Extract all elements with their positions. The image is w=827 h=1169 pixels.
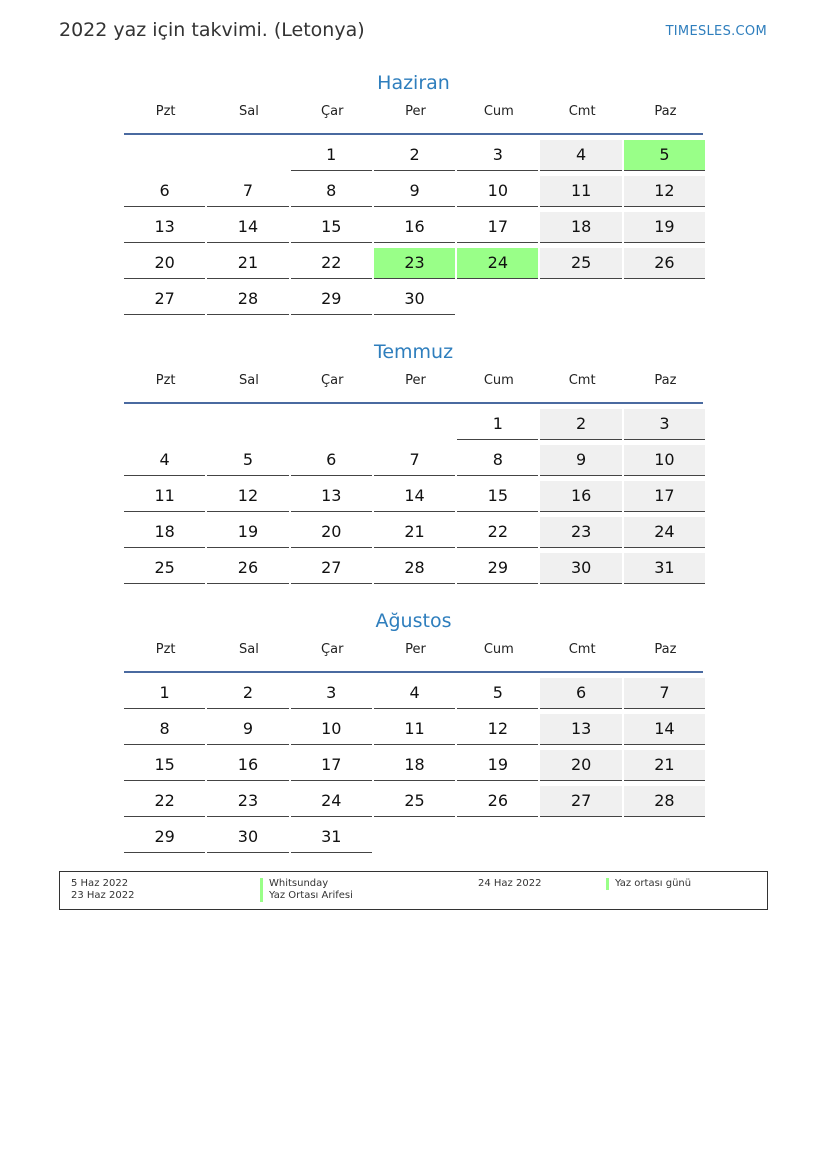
day-number: 13 bbox=[291, 481, 372, 512]
brand-link[interactable]: TIMESLES.COM bbox=[665, 24, 767, 39]
weekday-label: Çar bbox=[321, 642, 344, 657]
day-cell bbox=[291, 553, 374, 589]
day-number: 1 bbox=[124, 678, 205, 709]
day-cell bbox=[291, 786, 374, 822]
weekend-day-cell bbox=[624, 750, 707, 786]
day-number: 20 bbox=[124, 248, 205, 279]
day-cell bbox=[207, 248, 290, 284]
day-cell bbox=[124, 445, 207, 481]
weekend-day-cell bbox=[624, 714, 707, 750]
day-cell bbox=[207, 212, 290, 248]
day-number: 22 bbox=[457, 517, 538, 548]
day-number: 26 bbox=[457, 786, 538, 817]
day-number: 23 bbox=[207, 786, 288, 817]
holiday-day-cell bbox=[624, 140, 707, 176]
day-number: 3 bbox=[457, 140, 538, 171]
weekday-label: Sal bbox=[239, 642, 259, 657]
day-number: 24 bbox=[291, 786, 372, 817]
weekend-day-cell bbox=[624, 481, 707, 517]
page-title: 2022 yaz için takvimi. (Letonya) bbox=[59, 19, 365, 41]
week-row bbox=[124, 678, 703, 714]
week-row bbox=[124, 140, 703, 176]
weekend-day-cell bbox=[540, 517, 623, 553]
day-number: 14 bbox=[624, 714, 705, 745]
day-cell bbox=[207, 553, 290, 589]
empty-day-cell bbox=[457, 822, 540, 858]
day-number: 14 bbox=[207, 212, 288, 243]
weekday-label: Çar bbox=[321, 104, 344, 119]
empty-day-cell bbox=[124, 409, 207, 445]
day-number: 31 bbox=[624, 553, 705, 584]
month-calendar-july bbox=[124, 338, 703, 589]
empty-day-cell bbox=[374, 409, 457, 445]
weekday-label: Cmt bbox=[568, 104, 596, 119]
day-cell bbox=[207, 517, 290, 553]
day-number: 7 bbox=[207, 176, 288, 207]
weekend-day-cell bbox=[540, 714, 623, 750]
day-number: 23 bbox=[374, 248, 455, 279]
day-cell bbox=[457, 750, 540, 786]
empty-day-cell bbox=[624, 284, 707, 320]
day-cell bbox=[374, 750, 457, 786]
weekend-day-cell bbox=[624, 517, 707, 553]
day-number: 16 bbox=[374, 212, 455, 243]
legend-holiday-name: Yaz Ortası Arifesi bbox=[260, 890, 353, 902]
legend-row bbox=[60, 878, 767, 890]
day-number: 3 bbox=[291, 678, 372, 709]
empty-day bbox=[374, 822, 455, 852]
day-number: 6 bbox=[540, 678, 621, 709]
day-number: 21 bbox=[624, 750, 705, 781]
weekday-label: Per bbox=[405, 373, 426, 388]
week-row bbox=[124, 750, 703, 786]
legend-date: 23 Haz 2022 bbox=[71, 890, 135, 901]
empty-day-cell bbox=[207, 409, 290, 445]
day-number: 15 bbox=[124, 750, 205, 781]
empty-day bbox=[207, 140, 288, 170]
day-cell bbox=[457, 517, 540, 553]
legend-holiday-name: Whitsunday bbox=[260, 878, 328, 890]
weekend-day-cell bbox=[624, 409, 707, 445]
weekend-day-cell bbox=[624, 553, 707, 589]
weekday-label: Pzt bbox=[155, 373, 176, 388]
weekend-day-cell bbox=[540, 140, 623, 176]
day-cell bbox=[124, 284, 207, 320]
legend-date: 24 Haz 2022 bbox=[478, 878, 542, 889]
month-grid bbox=[124, 673, 703, 858]
day-cell bbox=[207, 176, 290, 212]
weekday-label: Cum bbox=[483, 373, 514, 388]
empty-day bbox=[540, 822, 621, 852]
day-cell bbox=[291, 140, 374, 176]
day-number: 6 bbox=[291, 445, 372, 476]
day-cell bbox=[124, 822, 207, 858]
day-cell bbox=[207, 481, 290, 517]
weekend-day-cell bbox=[624, 445, 707, 481]
day-number: 5 bbox=[207, 445, 288, 476]
weekend-day-cell bbox=[624, 678, 707, 714]
legend-holiday-name: Yaz ortası günü bbox=[606, 878, 691, 890]
day-number: 4 bbox=[124, 445, 205, 476]
day-cell bbox=[374, 140, 457, 176]
day-number: 16 bbox=[540, 481, 621, 512]
day-number: 11 bbox=[540, 176, 621, 207]
day-number: 19 bbox=[624, 212, 705, 243]
day-number: 23 bbox=[540, 517, 621, 548]
day-cell bbox=[291, 248, 374, 284]
day-number: 12 bbox=[624, 176, 705, 207]
week-row bbox=[124, 409, 703, 445]
day-number: 7 bbox=[374, 445, 455, 476]
holiday-day-cell bbox=[457, 248, 540, 284]
weekday-label: Paz bbox=[654, 104, 677, 119]
day-number: 4 bbox=[374, 678, 455, 709]
weekday-label: Cmt bbox=[568, 642, 596, 657]
day-cell bbox=[374, 517, 457, 553]
day-number: 14 bbox=[374, 481, 455, 512]
day-number: 29 bbox=[124, 822, 205, 853]
weekday-label: Cum bbox=[483, 642, 514, 657]
weekend-day-cell bbox=[540, 212, 623, 248]
day-number: 22 bbox=[124, 786, 205, 817]
day-number: 25 bbox=[540, 248, 621, 279]
day-number: 26 bbox=[624, 248, 705, 279]
empty-day bbox=[624, 822, 705, 852]
empty-day-cell bbox=[374, 822, 457, 858]
day-number: 11 bbox=[124, 481, 205, 512]
day-number: 30 bbox=[540, 553, 621, 584]
week-row bbox=[124, 822, 703, 858]
month-grid bbox=[124, 135, 703, 320]
day-number: 1 bbox=[457, 409, 538, 440]
day-number: 21 bbox=[374, 517, 455, 548]
day-cell bbox=[457, 445, 540, 481]
empty-day bbox=[457, 822, 538, 852]
day-number: 28 bbox=[624, 786, 705, 817]
day-cell bbox=[374, 714, 457, 750]
day-cell bbox=[124, 212, 207, 248]
weekday-label: Pzt bbox=[155, 104, 176, 119]
day-number: 28 bbox=[207, 284, 288, 315]
day-cell bbox=[207, 445, 290, 481]
day-number: 18 bbox=[540, 212, 621, 243]
month-title: Haziran bbox=[377, 72, 450, 94]
day-number: 12 bbox=[457, 714, 538, 745]
empty-day-cell bbox=[124, 140, 207, 176]
day-number: 19 bbox=[207, 517, 288, 548]
day-cell bbox=[457, 140, 540, 176]
day-cell bbox=[457, 553, 540, 589]
day-number: 11 bbox=[374, 714, 455, 745]
day-cell bbox=[207, 786, 290, 822]
day-number: 19 bbox=[457, 750, 538, 781]
day-cell bbox=[374, 176, 457, 212]
day-number: 5 bbox=[624, 140, 705, 171]
week-row bbox=[124, 481, 703, 517]
day-number: 26 bbox=[207, 553, 288, 584]
day-number: 24 bbox=[624, 517, 705, 548]
day-number: 7 bbox=[624, 678, 705, 709]
day-cell bbox=[374, 678, 457, 714]
empty-day bbox=[207, 409, 288, 439]
week-row bbox=[124, 445, 703, 481]
day-cell bbox=[457, 714, 540, 750]
day-number: 28 bbox=[374, 553, 455, 584]
weekday-label: Paz bbox=[654, 373, 677, 388]
weekend-day-cell bbox=[624, 786, 707, 822]
day-number: 2 bbox=[540, 409, 621, 440]
weekday-header bbox=[124, 368, 703, 404]
day-number: 17 bbox=[624, 481, 705, 512]
weekend-day-cell bbox=[540, 481, 623, 517]
weekday-header bbox=[124, 637, 703, 673]
day-number: 27 bbox=[291, 553, 372, 584]
weekday-label: Cum bbox=[483, 104, 514, 119]
weekend-day-cell bbox=[540, 750, 623, 786]
week-row bbox=[124, 714, 703, 750]
weekend-day-cell bbox=[540, 248, 623, 284]
day-number: 22 bbox=[291, 248, 372, 279]
week-row bbox=[124, 176, 703, 212]
day-cell bbox=[124, 786, 207, 822]
empty-day bbox=[540, 284, 621, 314]
day-number: 31 bbox=[291, 822, 372, 853]
day-number: 27 bbox=[124, 284, 205, 315]
day-cell bbox=[124, 750, 207, 786]
weekend-day-cell bbox=[540, 176, 623, 212]
empty-day-cell bbox=[207, 140, 290, 176]
day-number: 9 bbox=[540, 445, 621, 476]
weekend-day-cell bbox=[540, 445, 623, 481]
day-number: 9 bbox=[207, 714, 288, 745]
day-number: 18 bbox=[374, 750, 455, 781]
empty-day-cell bbox=[540, 822, 623, 858]
day-cell bbox=[124, 553, 207, 589]
day-number: 2 bbox=[207, 678, 288, 709]
day-number: 1 bbox=[291, 140, 372, 171]
day-cell bbox=[457, 409, 540, 445]
day-number: 29 bbox=[457, 553, 538, 584]
week-row bbox=[124, 553, 703, 589]
day-cell bbox=[124, 517, 207, 553]
day-number: 12 bbox=[207, 481, 288, 512]
day-number: 4 bbox=[540, 140, 621, 171]
day-number: 9 bbox=[374, 176, 455, 207]
day-cell bbox=[207, 678, 290, 714]
day-number: 5 bbox=[457, 678, 538, 709]
day-cell bbox=[374, 481, 457, 517]
day-number: 10 bbox=[624, 445, 705, 476]
legend-row bbox=[60, 890, 767, 902]
day-number: 30 bbox=[374, 284, 455, 315]
weekday-label: Sal bbox=[239, 373, 259, 388]
empty-day-cell bbox=[457, 284, 540, 320]
day-number: 3 bbox=[624, 409, 705, 440]
week-row bbox=[124, 517, 703, 553]
weekend-day-cell bbox=[624, 176, 707, 212]
day-number: 29 bbox=[291, 284, 372, 315]
day-cell bbox=[124, 481, 207, 517]
day-number: 18 bbox=[124, 517, 205, 548]
weekend-day-cell bbox=[540, 678, 623, 714]
day-number: 21 bbox=[207, 248, 288, 279]
day-cell bbox=[457, 678, 540, 714]
day-cell bbox=[457, 212, 540, 248]
day-cell bbox=[124, 176, 207, 212]
weekday-label: Per bbox=[405, 104, 426, 119]
weekday-label: Pzt bbox=[155, 642, 176, 657]
day-number: 10 bbox=[291, 714, 372, 745]
weekday-label: Sal bbox=[239, 104, 259, 119]
day-number: 8 bbox=[457, 445, 538, 476]
day-number: 2 bbox=[374, 140, 455, 171]
day-number: 25 bbox=[374, 786, 455, 817]
empty-day-cell bbox=[624, 822, 707, 858]
weekend-day-cell bbox=[624, 212, 707, 248]
day-cell bbox=[291, 481, 374, 517]
month-calendar-august bbox=[124, 607, 703, 858]
empty-day bbox=[624, 284, 705, 314]
weekend-day-cell bbox=[540, 409, 623, 445]
weekday-header bbox=[124, 99, 703, 135]
day-cell bbox=[291, 822, 374, 858]
month-calendar-june bbox=[124, 69, 703, 320]
week-row bbox=[124, 248, 703, 284]
day-number: 10 bbox=[457, 176, 538, 207]
day-number: 24 bbox=[457, 248, 538, 279]
day-number: 13 bbox=[540, 714, 621, 745]
empty-day-cell bbox=[291, 409, 374, 445]
day-cell bbox=[374, 212, 457, 248]
day-cell bbox=[291, 445, 374, 481]
day-number: 16 bbox=[207, 750, 288, 781]
weekend-day-cell bbox=[624, 248, 707, 284]
empty-day bbox=[374, 409, 455, 439]
day-number: 15 bbox=[291, 212, 372, 243]
empty-day bbox=[124, 409, 205, 439]
day-cell bbox=[207, 750, 290, 786]
day-cell bbox=[457, 786, 540, 822]
day-cell bbox=[291, 176, 374, 212]
day-cell bbox=[291, 284, 374, 320]
month-grid bbox=[124, 404, 703, 589]
day-number: 17 bbox=[291, 750, 372, 781]
day-cell bbox=[374, 284, 457, 320]
day-cell bbox=[207, 714, 290, 750]
day-cell bbox=[291, 517, 374, 553]
day-number: 30 bbox=[207, 822, 288, 853]
empty-day bbox=[457, 284, 538, 314]
day-number: 6 bbox=[124, 176, 205, 207]
day-cell bbox=[207, 284, 290, 320]
day-cell bbox=[291, 212, 374, 248]
weekend-day-cell bbox=[540, 786, 623, 822]
weekday-label: Per bbox=[405, 642, 426, 657]
weekday-label: Çar bbox=[321, 373, 344, 388]
day-cell bbox=[291, 678, 374, 714]
day-number: 15 bbox=[457, 481, 538, 512]
day-number: 25 bbox=[124, 553, 205, 584]
week-row bbox=[124, 284, 703, 320]
day-number: 20 bbox=[291, 517, 372, 548]
day-number: 8 bbox=[291, 176, 372, 207]
empty-day-cell bbox=[540, 284, 623, 320]
day-number: 8 bbox=[124, 714, 205, 745]
day-number: 27 bbox=[540, 786, 621, 817]
day-number: 17 bbox=[457, 212, 538, 243]
day-cell bbox=[207, 822, 290, 858]
day-cell bbox=[374, 445, 457, 481]
day-number: 13 bbox=[124, 212, 205, 243]
day-cell bbox=[291, 750, 374, 786]
day-cell bbox=[124, 714, 207, 750]
holiday-day-cell bbox=[374, 248, 457, 284]
day-cell bbox=[457, 481, 540, 517]
day-cell bbox=[374, 786, 457, 822]
week-row bbox=[124, 786, 703, 822]
day-cell bbox=[457, 176, 540, 212]
weekday-label: Paz bbox=[654, 642, 677, 657]
day-cell bbox=[124, 678, 207, 714]
empty-day bbox=[291, 409, 372, 439]
week-row bbox=[124, 212, 703, 248]
empty-day bbox=[124, 140, 205, 170]
day-number: 20 bbox=[540, 750, 621, 781]
holiday-legend bbox=[59, 871, 768, 910]
weekday-label: Cmt bbox=[568, 373, 596, 388]
month-title: Ağustos bbox=[375, 610, 452, 632]
day-cell bbox=[291, 714, 374, 750]
month-title: Temmuz bbox=[373, 341, 454, 363]
day-cell bbox=[124, 248, 207, 284]
weekend-day-cell bbox=[540, 553, 623, 589]
legend-date: 5 Haz 2022 bbox=[71, 878, 129, 889]
day-cell bbox=[374, 553, 457, 589]
